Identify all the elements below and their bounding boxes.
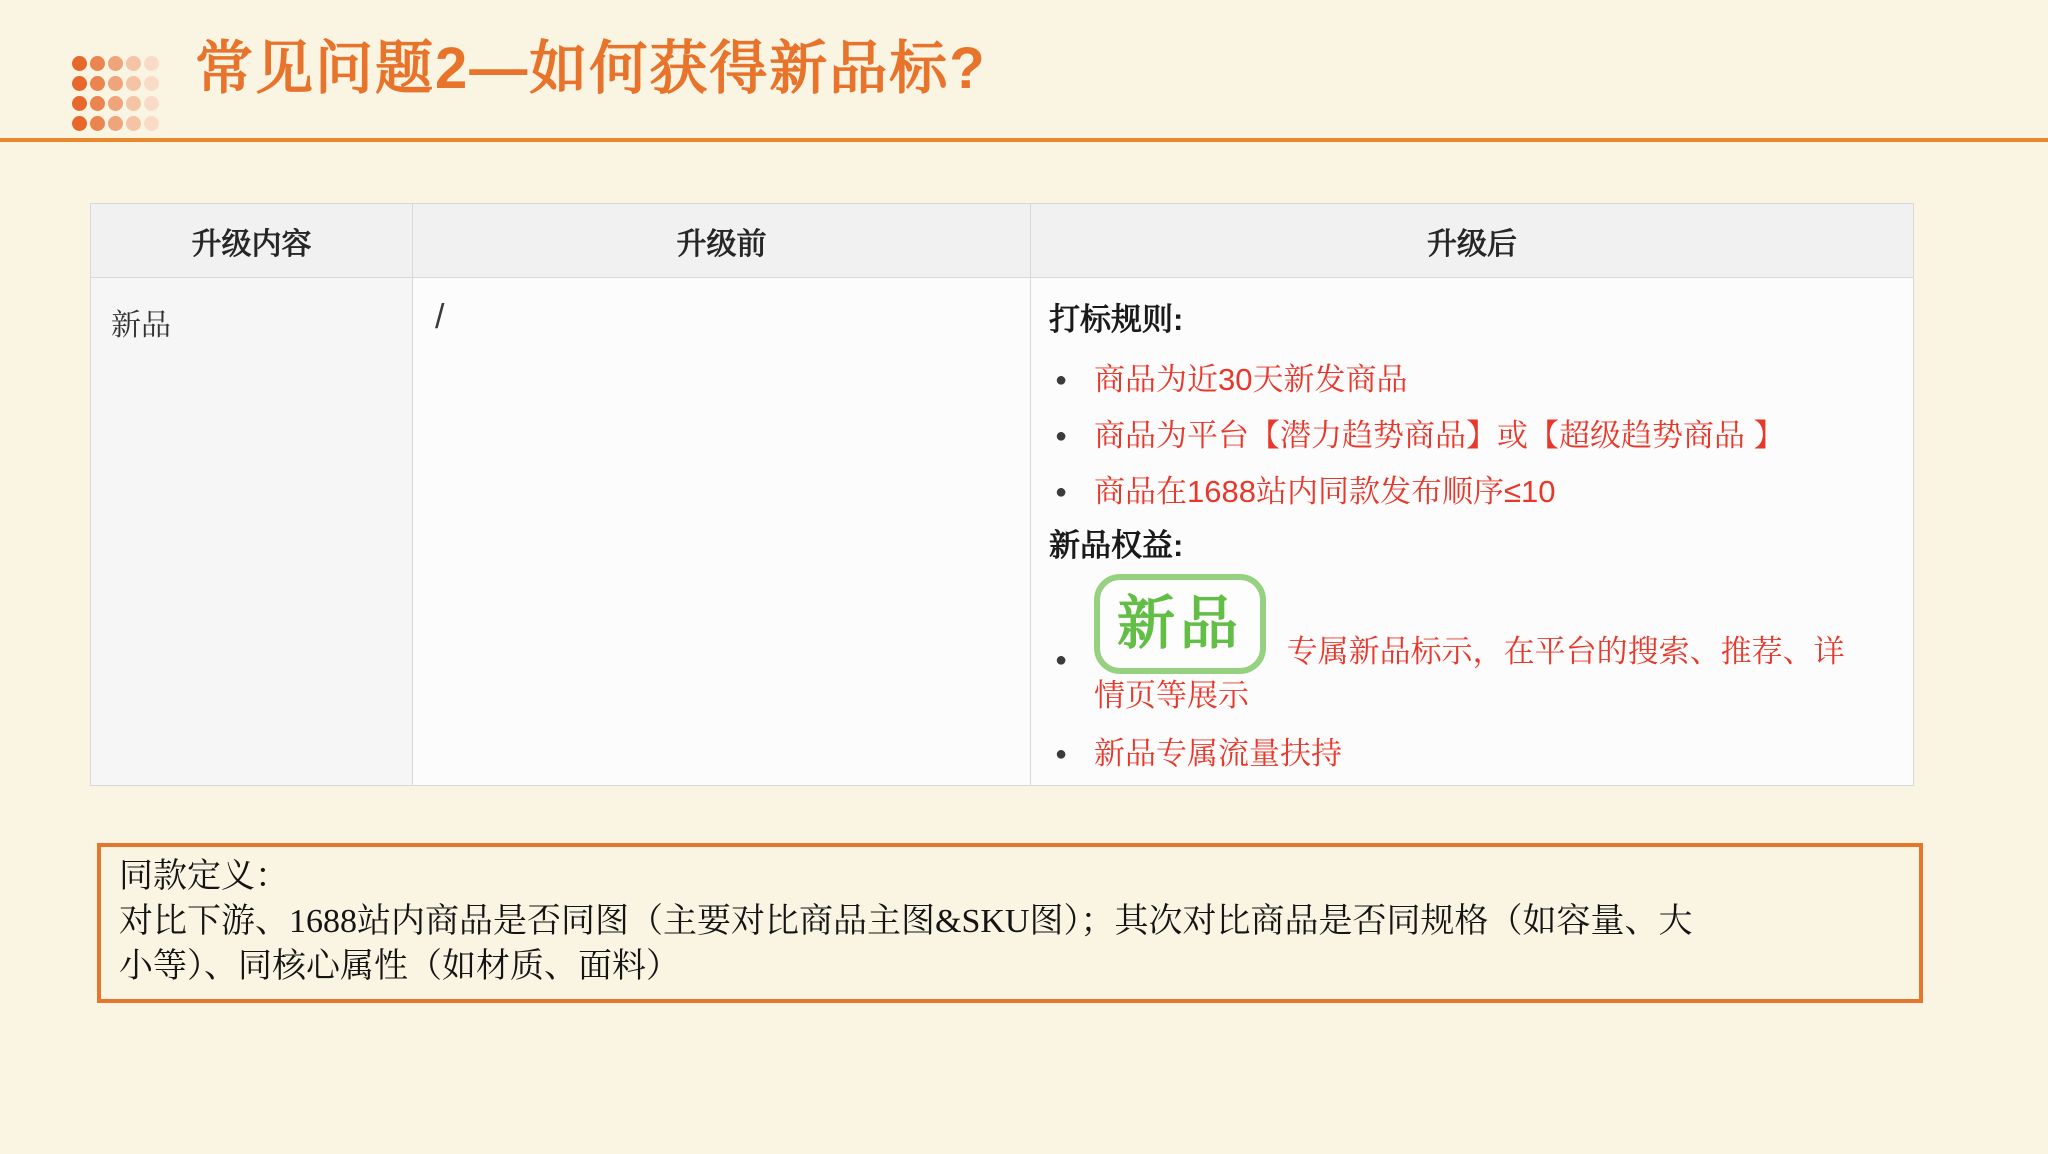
header-divider [0, 138, 2048, 142]
table-header-row [91, 204, 1914, 278]
note-text-line: 对比下游、1688站内商品是否同图（主要对比商品主图&SKU图）；其次对比商品是否同规格（如容量、大 [119, 903, 1693, 940]
benefit-item-flow [1045, 732, 1893, 776]
column-header-content: 升级内容 [91, 204, 413, 278]
logo-dot [72, 96, 87, 111]
note-title: 同款定义： [119, 858, 289, 895]
rule-item [1045, 414, 1893, 458]
rule-text: 商品为平台【潜力趋势商品】或【超级趋势商品 】 [1094, 418, 1785, 453]
logo-dot [108, 116, 123, 131]
benefits-title: 新品权益: [1049, 528, 1184, 563]
rule-text: 商品为近30天新发商品 [1094, 362, 1408, 397]
rule-item [1045, 470, 1893, 514]
rules-title: 打标规则: [1049, 302, 1184, 337]
logo-dot [126, 116, 141, 131]
benefit-badge-text-line2: 情页等展示 [1094, 678, 1249, 713]
dot-grid [72, 56, 159, 131]
cell-after-upgrade [1031, 278, 1914, 786]
logo-dot [144, 96, 159, 111]
logo-dot [144, 56, 159, 71]
logo-dot [108, 96, 123, 111]
logo-dot [108, 76, 123, 91]
logo-dot [90, 96, 105, 111]
table-row [91, 278, 1914, 786]
bullet-icon: ● [1055, 481, 1068, 503]
logo-dot [90, 76, 105, 91]
cell-before-upgrade: / [413, 278, 1031, 786]
benefit-text: 新品专属流量扶持 [1094, 736, 1342, 771]
upgrade-table [90, 203, 1914, 786]
page-title: 常见问题2—如何获得新品标? [195, 36, 987, 101]
cell-upgrade-content: 新品 [91, 278, 413, 786]
bullet-icon: ● [1055, 425, 1068, 447]
logo-dot [126, 96, 141, 111]
logo-dot [90, 116, 105, 131]
logo-dot [144, 116, 159, 131]
column-header-before: 升级前 [413, 204, 1031, 278]
bullet-icon: ● [1055, 743, 1068, 765]
logo-dot [144, 76, 159, 91]
bullet-icon: ● [1055, 649, 1068, 671]
logo-dot [72, 116, 87, 131]
benefit-badge-text: 专属新品标示，在平台的搜索、推荐、详 [1286, 634, 1845, 669]
benefit-item-badge [1045, 574, 1893, 718]
rule-text: 商品在1688站内同款发布顺序≤10 [1094, 474, 1556, 509]
new-product-badge: 新品 [1094, 574, 1266, 674]
note-text-line: 小等）、同核心属性（如材质、面料） [119, 948, 680, 985]
bullet-icon: ● [1055, 369, 1068, 391]
column-header-after: 升级后 [1031, 204, 1914, 278]
rule-item [1045, 358, 1893, 402]
definition-note-box [97, 843, 1923, 1003]
logo-dot [72, 56, 87, 71]
logo-dot [90, 56, 105, 71]
logo-dot [108, 56, 123, 71]
logo-dot [72, 76, 87, 91]
logo-dot [126, 76, 141, 91]
logo-dot [126, 56, 141, 71]
